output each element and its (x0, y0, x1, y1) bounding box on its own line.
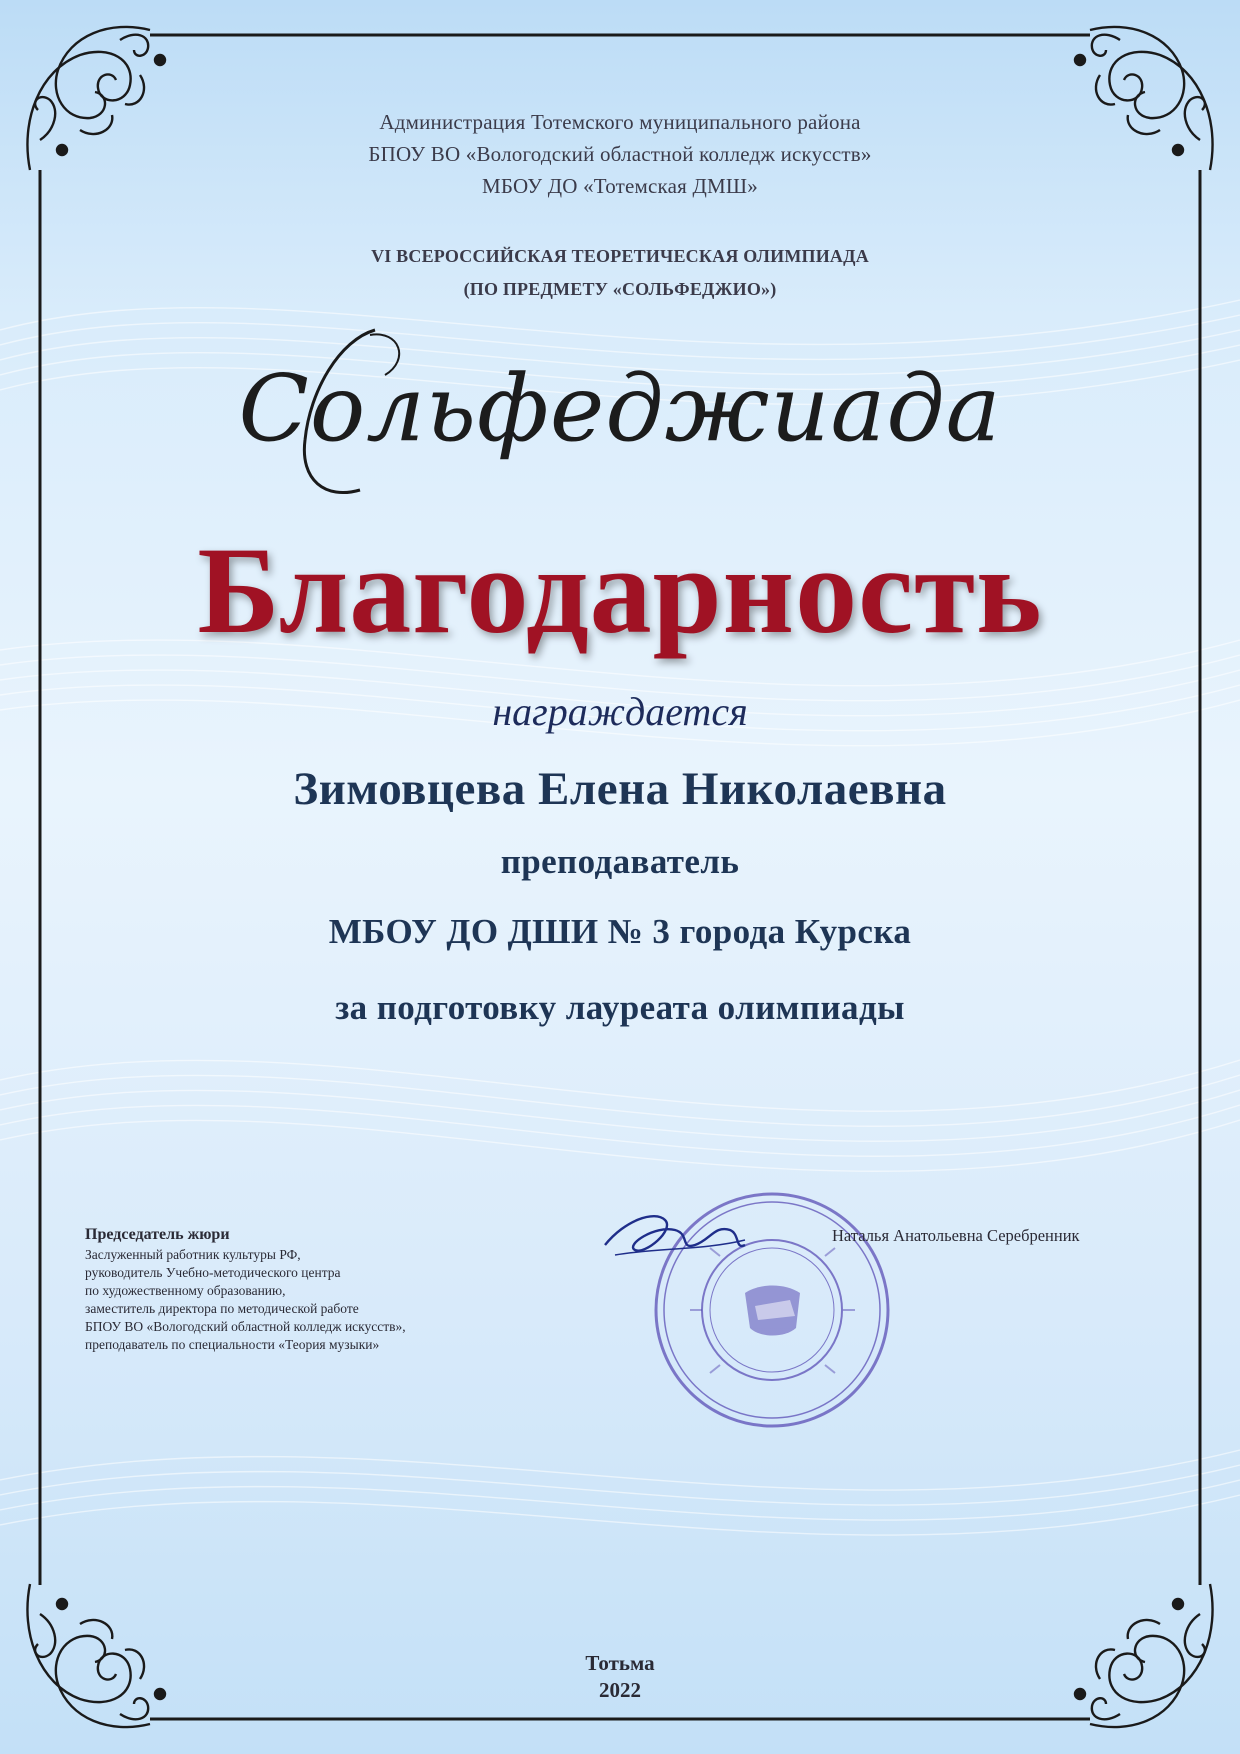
jury-chair-block (85, 1226, 565, 1354)
certificate-title: Благодарность (197, 522, 1043, 659)
jury-detail: по художественному образованию, (85, 1283, 286, 1298)
organizer-line: БПОУ ВО «Вологодский областной колледж искусств» (368, 142, 872, 166)
recipient-name: Зимовцева Елена Николаевна (293, 763, 947, 815)
jury-detail: преподаватель по специальности «Теория музыки» (85, 1337, 380, 1352)
organizer-line: МБОУ ДО «Тотемская ДМШ» (482, 174, 758, 198)
signature-icon (595, 1200, 755, 1270)
event-line: VI ВСЕРОССИЙСКАЯ ТЕОРЕТИЧЕСКАЯ ОЛИМПИАДА (371, 246, 869, 266)
footer-year: 2022 (599, 1678, 641, 1702)
recipient-institution: МБОУ ДО ДШИ № 3 города Курска (328, 912, 912, 951)
awarded-label: награждается (492, 689, 748, 734)
jury-detail: заместитель директора по методической работе (85, 1301, 359, 1316)
jury-detail: БПОУ ВО «Вологодский областной колледж искусств», (85, 1319, 406, 1334)
footer-place-year (0, 1650, 1240, 1704)
jury-title: Председатель жюри (85, 1226, 230, 1243)
jury-detail: руководитель Учебно-методического центра (85, 1265, 341, 1280)
event-title (0, 240, 1240, 306)
jury-detail: Заслуженный работник культуры РФ, (85, 1247, 301, 1262)
organizer-list (0, 106, 1240, 202)
organizer-line: Администрация Тотемского муниципального района (379, 110, 861, 134)
event-line: (ПО ПРЕДМЕТУ «СОЛЬФЕДЖИО») (463, 279, 777, 299)
footer-city: Тотьма (585, 1651, 655, 1675)
recipient-position: преподаватель (500, 842, 740, 881)
award-reason: за подготовку лауреата олимпиады (335, 988, 905, 1027)
brand-name: Сольфеджиада (238, 355, 1002, 462)
jury-signer-name: Наталья Анатольевна Серебренник (832, 1226, 1080, 1245)
